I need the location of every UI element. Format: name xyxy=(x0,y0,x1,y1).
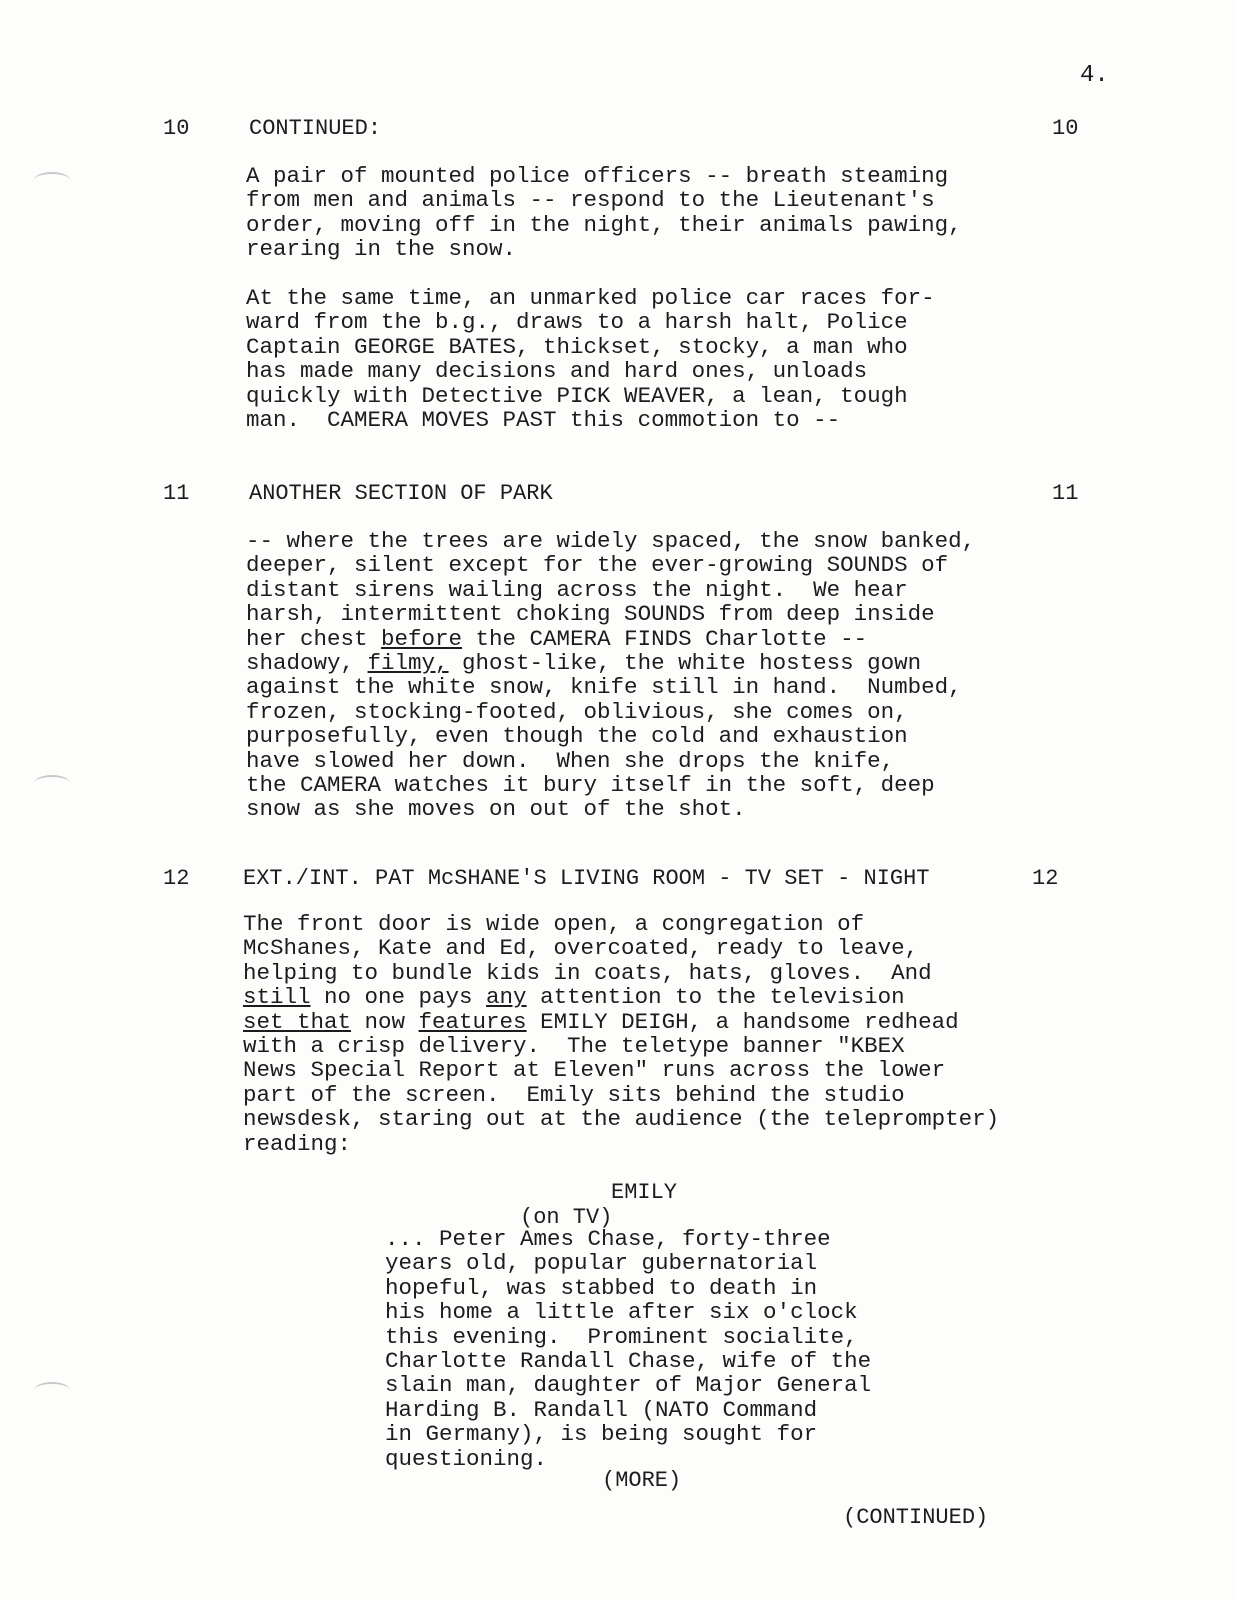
scene-number-right: 11 xyxy=(1052,481,1079,506)
action-paragraph xyxy=(246,286,935,432)
dialogue-block xyxy=(385,1227,871,1471)
action-line: deeper, silent except for the ever-growing SOUNDS of xyxy=(246,552,949,579)
dialogue-line: Harding B. Randall (NATO Command xyxy=(385,1396,818,1423)
dialogue-line: years old, popular gubernatorial xyxy=(385,1250,818,1277)
action-line: newsdesk, staring out at the audience (the teleprompter) xyxy=(243,1106,1000,1133)
action-line: harsh, intermittent choking SOUNDS from deep inside xyxy=(246,601,935,628)
action-line: order, moving off in the night, their animals pawing, xyxy=(246,211,962,238)
more-marker: (MORE) xyxy=(602,1468,682,1493)
scene-number-left: 12 xyxy=(163,866,190,891)
action-text: EMILY DEIGH, a handsome redhead xyxy=(526,1008,959,1035)
punch-hole-mark xyxy=(34,1382,70,1398)
action-line: ward from the b.g., draws to a harsh halt, Police xyxy=(246,309,908,336)
action-line: McShanes, Kate and Ed, overcoated, ready to leave, xyxy=(243,935,919,962)
action-line: quickly with Detective PICK WEAVER, a lean, tough xyxy=(246,382,908,409)
action-line: At the same time, an unmarked police car races for- xyxy=(246,285,935,311)
dialogue-line: in Germany), is being sought for xyxy=(385,1421,818,1448)
action-line: -- where the trees are widely spaced, the snow banked, xyxy=(246,528,976,554)
scene-heading: CONTINUED: xyxy=(249,116,382,141)
underlined-word: filmy, xyxy=(367,650,449,677)
action-paragraph xyxy=(246,164,962,262)
dialogue-line: questioning. xyxy=(385,1445,548,1472)
action-paragraph xyxy=(243,912,999,1156)
page-number: 4. xyxy=(1080,62,1109,89)
dialogue-line: ... Peter Ames Chase, forty-three xyxy=(385,1226,831,1252)
character-name: EMILY xyxy=(611,1180,678,1205)
scene-number-left: 11 xyxy=(163,481,190,506)
dialogue-line: Charlotte Randall Chase, wife of the xyxy=(385,1348,872,1375)
dialogue-line: this evening. Prominent socialite, xyxy=(385,1323,858,1350)
action-text: no one pays xyxy=(310,984,487,1011)
punch-hole-mark xyxy=(34,172,70,188)
action-line: part of the screen. Emily sits behind the studio xyxy=(243,1081,905,1108)
action-line: frozen, stocking-footed, oblivious, she comes on, xyxy=(246,698,908,725)
action-text: shadowy, xyxy=(246,650,368,677)
action-line: helping to bundle kids in coats, hats, gloves. And xyxy=(243,959,932,986)
continued-footer: (CONTINUED) xyxy=(843,1505,989,1530)
underlined-word: set that xyxy=(243,1008,352,1035)
action-line: with a crisp delivery. The teletype banner "KBEX xyxy=(243,1033,905,1060)
action-line: reading: xyxy=(243,1130,352,1157)
action-paragraph xyxy=(246,529,975,822)
dialogue-line: his home a little after six o'clock xyxy=(385,1299,858,1326)
underlined-word: before xyxy=(381,625,463,652)
action-text: the CAMERA FINDS Charlotte -- xyxy=(462,625,868,652)
action-line: Captain GEORGE BATES, thickset, stocky, a man who xyxy=(246,333,908,360)
scene-heading: ANOTHER SECTION OF PARK xyxy=(249,481,553,506)
scene-number-left: 10 xyxy=(163,116,190,141)
underlined-word: any xyxy=(486,984,527,1011)
scene-number-right: 12 xyxy=(1032,866,1059,891)
action-line: purposefully, even though the cold and exhaustion xyxy=(246,723,908,750)
action-line: News Special Report at Eleven" runs across the lower xyxy=(243,1057,946,1084)
underlined-word: features xyxy=(418,1008,527,1035)
action-line: from men and animals -- respond to the Lieutenant's xyxy=(246,187,935,214)
action-line: snow as she moves on out of the shot. xyxy=(246,796,746,823)
action-text: her chest xyxy=(246,625,382,652)
action-text: ghost-like, the white hostess gown xyxy=(448,650,922,677)
dialogue-line: hopeful, was stabbed to death in xyxy=(385,1274,818,1301)
action-line: rearing in the snow. xyxy=(246,236,517,263)
action-line: against the white snow, knife still in hand. Numbed, xyxy=(246,674,962,701)
action-text: now xyxy=(351,1008,419,1035)
action-line: distant sirens wailing across the night. We hear xyxy=(246,576,908,603)
dialogue-line: slain man, daughter of Major General xyxy=(385,1372,872,1399)
scene-heading: EXT./INT. PAT McSHANE'S LIVING ROOM - TV SET - NIGHT xyxy=(243,866,930,891)
action-line: has made many decisions and hard ones, unloads xyxy=(246,358,868,385)
punch-hole-mark xyxy=(34,775,70,791)
action-line: have slowed her down. When she drops the knife, xyxy=(246,747,895,774)
scene-number-right: 10 xyxy=(1052,116,1079,141)
action-text: attention to the television xyxy=(526,984,905,1011)
action-line: the CAMERA watches it bury itself in the soft, deep xyxy=(246,772,935,799)
action-line: man. CAMERA MOVES PAST this commotion to -- xyxy=(246,407,841,434)
parenthetical: (on TV) xyxy=(520,1205,613,1230)
action-line: The front door is wide open, a congregation of xyxy=(243,911,865,937)
action-line: A pair of mounted police officers -- breath steaming xyxy=(246,163,949,189)
underlined-word: still xyxy=(243,984,311,1011)
